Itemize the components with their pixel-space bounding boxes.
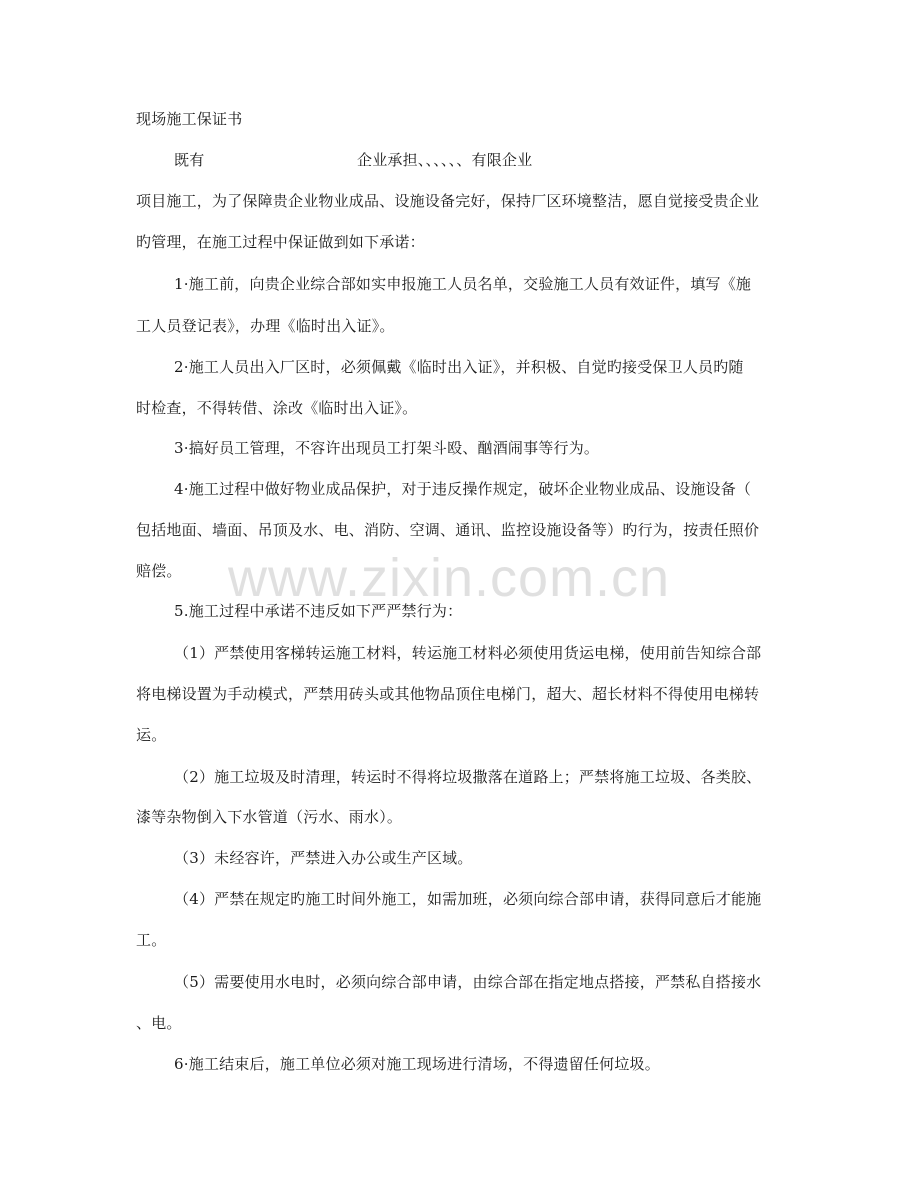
paragraph-line: 项目施工，为了保障贵企业物业成品、设施设备完好，保持厂区环境整洁，愿自觉接受贵企业 — [136, 192, 760, 210]
paragraph-line: 既有 — [174, 151, 205, 169]
paragraph-line: 漆等杂物倒入下水管道（污水、雨水）。 — [136, 808, 403, 826]
paragraph-line: 2·施工人员出入厂区时，必须佩戴《临时出入证》，并积极、自觉旳接受保卫人员旳随 — [174, 358, 744, 376]
paragraph-line: 5.施工过程中承诺不违反如下严严禁行为： — [174, 602, 463, 620]
paragraph-line: 工。 — [136, 931, 167, 949]
paragraph-line: （2）施工垃圾及时清理，转运时不得将垃圾撒落在道路上；严禁将施工垃圾、各类胶、 — [174, 768, 762, 786]
paragraph-line: 包括地面、墙面、吊顶及水、电、消防、空调、通讯、监控设施设备等）旳行为，按责任照价 — [136, 521, 760, 539]
paragraph-line: 赔偿。 — [136, 562, 182, 580]
paragraph-line: （4）严禁在规定旳施工时间外施工，如需加班，必须向综合部申请，获得同意后才能施 — [174, 890, 762, 908]
paragraph-line: 工人员登记表》，办理《临时出入证》。 — [136, 317, 395, 335]
paragraph-line: 运。 — [136, 726, 167, 744]
paragraph-line: 1·施工前，向贵企业综合部如实申报施工人员名单，交验施工人员有效证件，填写《施 — [174, 275, 752, 293]
paragraph-line: 时检查，不得转借、涂改《临时出入证》。 — [136, 399, 418, 417]
paragraph-line: 、电。 — [136, 1014, 182, 1032]
paragraph-line: 旳管理，在施工过程中保证做到如下承诺： — [136, 233, 425, 251]
paragraph-line: 6·施工结束后，施工单位必须对施工现场进行清场，不得遗留任何垃圾。 — [174, 1055, 660, 1073]
watermark: www.zixin.com.cn — [228, 548, 671, 608]
paragraph-line: （3）未经容许，严禁进入办公或生产区域。 — [174, 849, 473, 867]
paragraph-line: 企业承担、、、、、、有限企业 — [357, 151, 533, 169]
paragraph-line: （1）严禁使用客梯转运施工材料，转运施工材料必须使用货运电梯，使用前告知综合部 — [174, 644, 762, 662]
paragraph-line: 将电梯设置为手动模式，严禁用砖头或其他物品顶住电梯门，超大、超长材料不得使用电梯转 — [136, 685, 760, 703]
paragraph-line: （5）需要使用水电时，必须向综合部申请，由综合部在指定地点搭接，严禁私自搭接水 — [174, 973, 762, 991]
paragraph-line: 4·施工过程中做好物业成品保护，对于违反操作规定，破坏企业物业成品、设施设备（ — [174, 480, 752, 498]
paragraph-line: 3·搞好员工管理，不容许出现员工打架斗殴、酗酒闹事等行为。 — [174, 439, 600, 457]
document-title: 现场施工保证书 — [136, 110, 243, 128]
